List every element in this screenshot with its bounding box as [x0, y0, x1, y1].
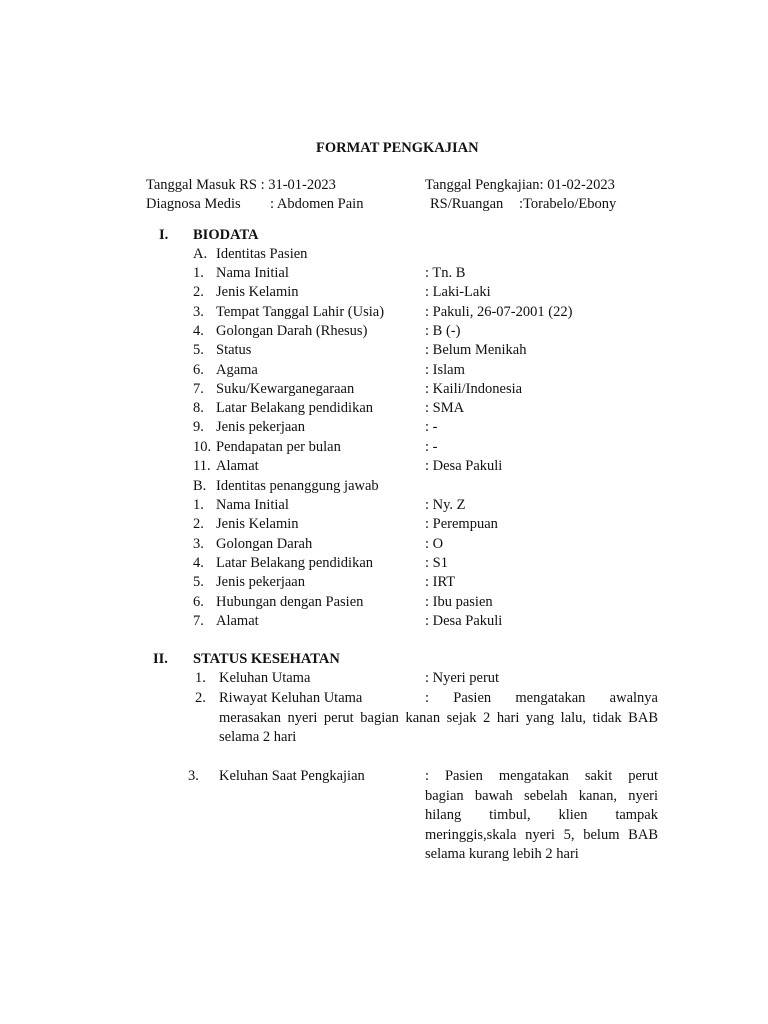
item-value: : Tn. B: [425, 265, 466, 281]
section-heading: BIODATA: [193, 227, 259, 243]
item-number: 10.: [193, 438, 212, 455]
item-label: Golongan Darah: [216, 535, 313, 552]
item-number: 9.: [193, 419, 204, 436]
item-value-text: selama kurang lebih 2 hari: [425, 846, 579, 862]
diagnosa-value: : Abdomen Pain: [270, 196, 364, 212]
item-value: : Nyeri perut: [425, 670, 500, 686]
item-value: [425, 689, 658, 707]
item-value: : Laki-Laki: [425, 284, 491, 301]
item-value: : B (-): [425, 322, 461, 339]
item-value-line: [425, 845, 658, 863]
item-number: 1.: [193, 265, 204, 281]
item-number: 1.: [195, 670, 206, 686]
diagnosa-label: Diagnosa Medis: [146, 196, 241, 212]
item-number: 2.: [195, 690, 206, 706]
item-value: : Desa Pakuli: [425, 458, 503, 474]
item-value: : Ny. Z: [425, 497, 466, 513]
item-label: Agama: [216, 361, 258, 378]
item-value-continuation: selama 2 hari: [219, 729, 297, 745]
item-number: 2.: [193, 516, 204, 533]
item-label: Nama Initial: [216, 265, 289, 281]
item-number: 3.: [193, 303, 204, 320]
item-label: Hubungan dengan Pasien: [216, 593, 364, 610]
item-number: 3.: [188, 768, 199, 784]
item-label: Keluhan Utama: [219, 670, 311, 686]
item-label: Tempat Tanggal Lahir (Usia): [216, 303, 385, 320]
item-label: Status: [216, 342, 252, 359]
item-label: Jenis Kelamin: [216, 284, 299, 301]
item-number: 1.: [193, 497, 204, 513]
item-value-line: [425, 787, 658, 805]
subsection-title: Identitas Pasien: [216, 246, 308, 262]
item-label: Pendapatan per bulan: [216, 438, 341, 455]
item-value: : IRT: [425, 574, 456, 591]
item-label: Jenis Kelamin: [216, 516, 299, 533]
item-value: : O: [425, 535, 444, 552]
item-number: 3.: [193, 535, 204, 552]
item-value: : Desa Pakuli: [425, 612, 503, 629]
section-heading: STATUS KESEHATAN: [193, 651, 340, 667]
item-value-line: merasakan nyeri perut bagian kanan sejak 2 hari yang lalu, tidak BAB: [219, 710, 658, 726]
item-number: 4.: [193, 322, 204, 339]
item-number: 2.: [193, 284, 204, 301]
section-number: I.: [159, 227, 169, 243]
section-number: II.: [153, 651, 168, 667]
tanggal-pengkajian: Tanggal Pengkajian: 01-02-2023: [425, 177, 615, 193]
item-value: : -: [425, 438, 438, 455]
page-title: FORMAT PENGKAJIAN: [316, 140, 479, 156]
item-number: 6.: [193, 361, 204, 378]
subsection-letter: B.: [193, 478, 207, 494]
item-value-text: bagian bawah sebelah kanan, nyeri: [425, 787, 658, 804]
item-label: Latar Belakang pendidikan: [216, 400, 374, 417]
item-number: 5.: [193, 574, 204, 591]
item-value: : Ibu pasien: [425, 593, 493, 610]
item-label: Riwayat Keluhan Utama: [219, 690, 363, 706]
item-number: 6.: [193, 593, 204, 610]
item-number: 11.: [193, 458, 211, 474]
item-value-line: [425, 826, 658, 844]
item-number: 7.: [193, 380, 204, 397]
item-label: Keluhan Saat Pengkajian: [219, 768, 365, 784]
item-value: : -: [425, 419, 438, 436]
item-label: Alamat: [216, 458, 259, 474]
item-value-text: hilang timbul, klien tampak: [425, 807, 658, 823]
item-value-line: [425, 767, 658, 785]
item-label: Golongan Darah (Rhesus): [216, 322, 368, 339]
item-value-line: [425, 806, 658, 824]
subsection-letter: A.: [193, 246, 208, 262]
item-value-line: : Pasien mengatakan awalnya: [425, 690, 658, 706]
item-label: Latar Belakang pendidikan: [216, 554, 374, 571]
item-number: 8.: [193, 400, 204, 417]
item-value-text: meringgis,skala nyeri 5, belum BAB: [425, 826, 658, 843]
item-value: : Belum Menikah: [425, 342, 527, 359]
item-value: : Islam: [425, 361, 465, 378]
item-value: : S1: [425, 554, 448, 571]
item-value: : Perempuan: [425, 516, 498, 533]
item-label: Suku/Kewarganegaraan: [216, 380, 355, 397]
item-value: : SMA: [425, 400, 465, 417]
item-value-text: : Pasien mengatakan sakit perut: [425, 768, 658, 784]
item-value: : Kaili/Indonesia: [425, 380, 523, 397]
item-label: Jenis pekerjaan: [216, 574, 305, 591]
item-label: Alamat: [216, 612, 259, 629]
item-label: Nama Initial: [216, 497, 289, 513]
tanggal-masuk: Tanggal Masuk RS : 31-01-2023: [146, 177, 336, 193]
ruangan-label: RS/Ruangan: [430, 196, 504, 212]
item-value-continuation: [219, 709, 658, 727]
item-label: Jenis pekerjaan: [216, 419, 305, 436]
item-number: 4.: [193, 554, 204, 571]
subsection-title: Identitas penanggung jawab: [216, 478, 379, 494]
ruangan-value: :Torabelo/Ebony: [519, 196, 617, 212]
item-number: 7.: [193, 612, 204, 629]
item-value: : Pakuli, 26-07-2001 (22): [425, 303, 573, 320]
item-number: 5.: [193, 342, 204, 359]
